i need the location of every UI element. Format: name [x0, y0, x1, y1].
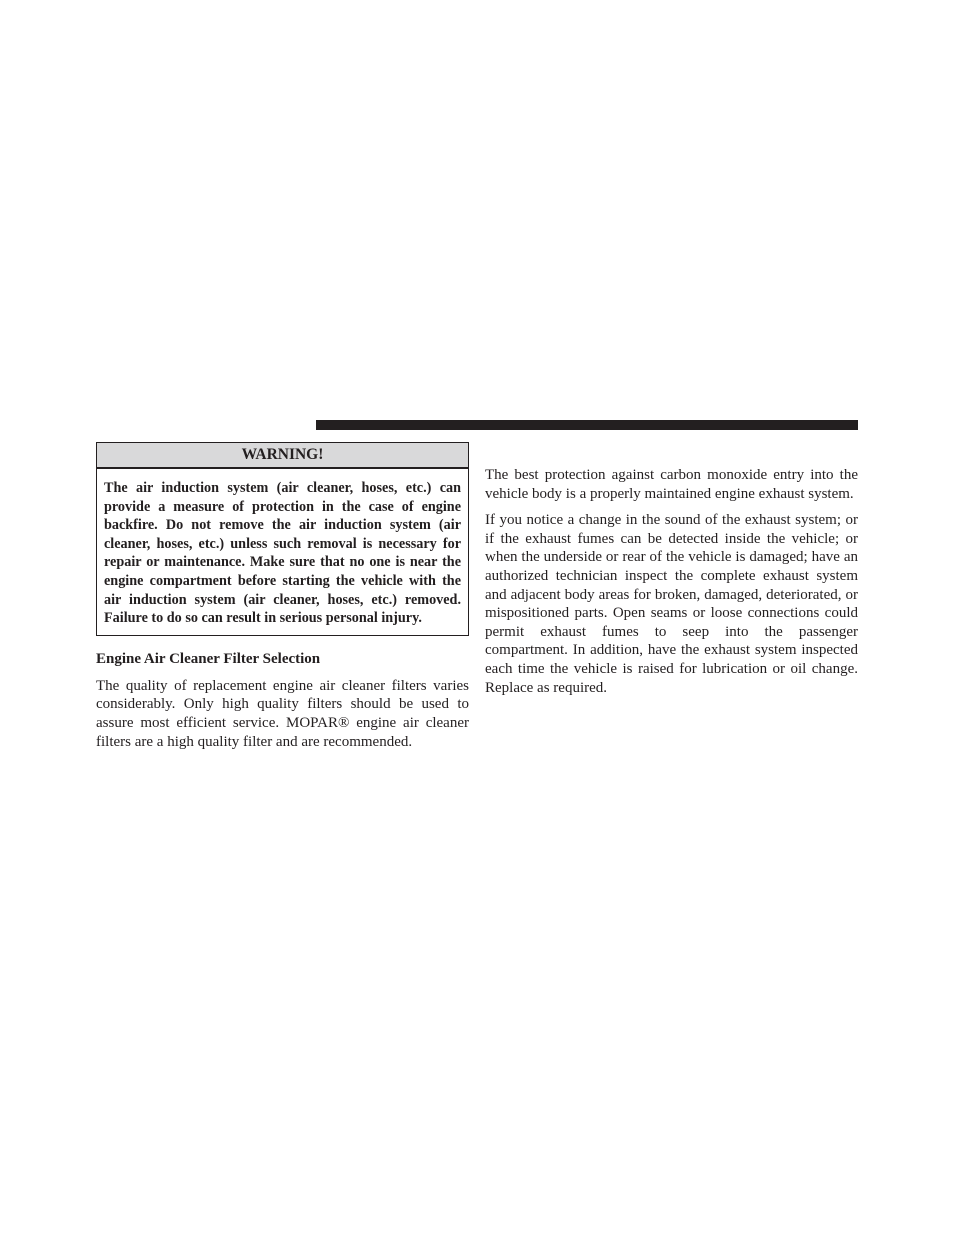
section-heading: Engine Air Cleaner Filter Selection	[96, 650, 321, 667]
filter-selection-paragraph: The quality of replacement engine air cleaner filters varies considerably. Only high quality filters should be used to assure most efficient service. MOPAR® engine air cleaner filters are a high quality filter and are recommended.	[96, 677, 469, 750]
exhaust-inspection-paragraph: If you notice a change in the sound of the exhaust system; or if the exhaust fumes can be detected inside the vehicle; or when the underside or rear of the vehicle is damaged; have an authorized technician inspect the complete exhaust system and adjacent body areas for broken, damaged, deteriorated, or mispositioned parts. Open seams or loose connections could permit exhaust fumes to seep into the passenger compartment. In addition, have the exhaust system inspected each time the vehicle is raised for lubrication or oil change. Replace as required.	[485, 512, 858, 696]
right-column	[485, 466, 858, 697]
left-column	[96, 442, 469, 751]
warning-box	[96, 442, 469, 636]
section-header-bar	[316, 420, 858, 430]
carbon-monoxide-paragraph: The best protection against carbon monoxide entry into the vehicle body is a properly maintained engine exhaust system.	[485, 467, 858, 502]
warning-title: WARNING!	[97, 443, 468, 469]
warning-text: The air induction system (air cleaner, hoses, etc.) can provide a measure of protection in the case of engine backfire. Do not remove the air induction system (air cleaner, hoses, etc.) unless such removal is necessary for repair or maintenance. Make sure that no one is near the engine compartment before starting the vehicle with the air induction system (air cleaner, hoses, etc.) removed. Failure to do so can result in serious personal injury.	[104, 480, 461, 627]
